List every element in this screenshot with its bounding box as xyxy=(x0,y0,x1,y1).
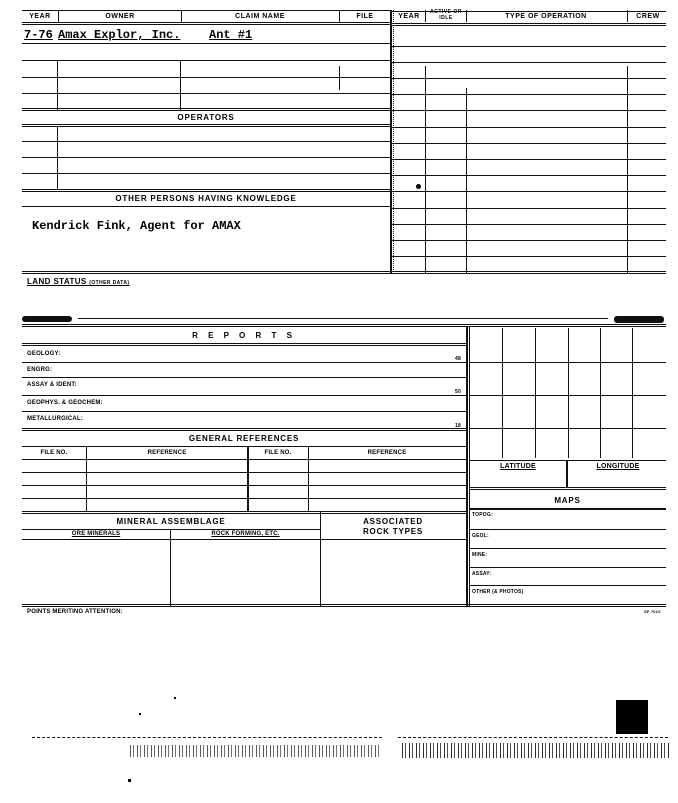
grid-line xyxy=(600,328,601,458)
divider xyxy=(57,126,58,190)
divider xyxy=(466,10,467,22)
maps-title: MAPS xyxy=(554,496,581,505)
grid-line xyxy=(469,428,666,429)
ink-block xyxy=(616,700,648,734)
divider xyxy=(339,66,340,90)
ink-smudge xyxy=(614,316,664,323)
divider xyxy=(22,529,320,530)
maps-geol-label: GEOL: xyxy=(472,533,489,539)
header-type-of-operation: TYPE OF OPERATION xyxy=(505,13,587,20)
divider xyxy=(22,10,390,11)
operators-title: OPERATORS xyxy=(177,113,235,122)
row-line xyxy=(22,377,466,378)
divider xyxy=(392,23,666,26)
row-line xyxy=(22,395,466,396)
ink-dot xyxy=(416,184,421,189)
ink-speck xyxy=(139,713,141,715)
divider xyxy=(22,539,320,540)
divider xyxy=(170,529,171,606)
row-line xyxy=(392,62,666,63)
ownership-owner: Amax Explor, Inc. xyxy=(58,28,181,42)
latitude-label: LATITUDE xyxy=(500,463,536,470)
row-line xyxy=(22,43,390,44)
report-assay-code: 50 xyxy=(455,389,461,395)
divider xyxy=(86,446,87,511)
row-line xyxy=(392,46,666,47)
divider xyxy=(57,60,58,110)
divider xyxy=(390,10,392,274)
divider xyxy=(627,66,628,274)
row-line xyxy=(22,173,390,174)
divider xyxy=(22,22,390,25)
divider xyxy=(393,10,394,274)
other-persons-entry: Kendrick Fink, Agent for AMAX xyxy=(32,219,241,233)
divider xyxy=(469,487,666,490)
report-geology-code: 48 xyxy=(455,356,461,362)
maps-topog-label: TOPOG: xyxy=(472,512,493,518)
row-line xyxy=(469,529,666,530)
maps-assay-label: ASSAY: xyxy=(472,571,492,577)
associated-rock-types-line1: ASSOCIATED xyxy=(363,517,423,526)
row-line xyxy=(392,159,666,160)
divider xyxy=(22,324,666,327)
grid-line xyxy=(535,328,536,458)
divider xyxy=(22,124,390,127)
ore-minerals-label: ORE MINERALS xyxy=(71,531,121,537)
divider xyxy=(466,326,468,606)
divider xyxy=(339,10,340,22)
divider xyxy=(22,446,466,447)
row-line xyxy=(469,567,666,568)
divider xyxy=(22,343,466,346)
row-line xyxy=(392,78,666,79)
ink-speck xyxy=(174,697,176,699)
row-line xyxy=(392,127,666,128)
divider xyxy=(247,446,249,511)
col-file-no-1: FILE NO. xyxy=(40,450,68,456)
grid-line xyxy=(469,362,666,363)
divider xyxy=(466,88,467,274)
header-ops-year: YEAR xyxy=(398,13,420,20)
header-active-or-idle: ACTIVE OR IDLE xyxy=(430,9,462,21)
row-line xyxy=(469,585,666,586)
points-meriting-attention-label: POINTS MERITING ATTENTION: xyxy=(27,609,123,615)
row-line xyxy=(392,240,666,241)
grid-line xyxy=(568,328,569,458)
ownership-claim-name: Ant #1 xyxy=(209,28,253,42)
report-engrg-label: ENGRG: xyxy=(27,367,53,373)
reports-title: R E P O R T S xyxy=(192,331,296,340)
divider xyxy=(22,108,390,111)
grid-line xyxy=(502,328,503,458)
row-line xyxy=(22,498,466,499)
row-line xyxy=(392,208,666,209)
report-metallurgical-label: METALLURGICAL: xyxy=(27,416,84,422)
scan-noise-band xyxy=(402,743,670,758)
col-reference-2: REFERENCE xyxy=(367,450,407,456)
row-line xyxy=(22,459,466,460)
row-line xyxy=(22,411,466,412)
divider xyxy=(22,206,390,207)
other-persons-title: OTHER PERSONS HAVING KNOWLEDGE xyxy=(115,194,297,203)
land-status-label xyxy=(27,277,129,286)
divider xyxy=(308,446,309,511)
row-line xyxy=(392,175,666,176)
header-crew: CREW xyxy=(636,13,660,20)
associated-rock-types-title xyxy=(320,517,466,537)
ink-smudge xyxy=(22,316,72,322)
row-line xyxy=(392,110,666,111)
row-line xyxy=(22,77,390,78)
divider xyxy=(180,60,181,110)
row-line xyxy=(22,141,390,142)
land-status-subtitle: (OTHER DATA) xyxy=(89,280,130,286)
row-line xyxy=(22,157,390,158)
row-line xyxy=(392,143,666,144)
col-file-no-2: FILE NO. xyxy=(264,450,292,456)
report-metallurgical-code: 18 xyxy=(455,423,461,429)
general-references-title: GENERAL REFERENCES xyxy=(188,434,300,443)
row-line xyxy=(22,60,390,61)
divider xyxy=(22,428,466,431)
divider xyxy=(22,271,666,274)
row-line xyxy=(392,191,666,192)
rock-forming-label: ROCK FORMING, ETC. xyxy=(211,531,280,537)
row-line xyxy=(392,94,666,95)
header-file: FILE xyxy=(356,13,374,20)
row-line xyxy=(22,362,466,363)
divider xyxy=(320,539,466,540)
ink-speck xyxy=(128,779,131,782)
mineral-assemblage-title: MINERAL ASSEMBLAGE xyxy=(116,517,226,526)
header-claim-name: CLAIM NAME xyxy=(235,13,285,20)
header-owner: OWNER xyxy=(105,13,135,20)
maps-mine-label: MINE: xyxy=(472,552,488,558)
col-reference-1: REFERENCE xyxy=(147,450,187,456)
divider xyxy=(181,10,182,22)
report-geology-label: GEOLOGY: xyxy=(27,351,61,357)
row-line xyxy=(22,472,466,473)
divider xyxy=(627,10,628,22)
divider xyxy=(58,10,59,22)
row-line xyxy=(392,224,666,225)
divider xyxy=(566,460,568,488)
maps-other-label: OTHER (& PHOTOS) xyxy=(472,589,524,595)
form-number: SF 7019 xyxy=(644,609,661,614)
grid-line xyxy=(632,328,633,458)
scan-line xyxy=(398,737,668,738)
longitude-label: LONGITUDE xyxy=(596,463,640,470)
scan-noise-band xyxy=(130,745,380,757)
row-line xyxy=(469,548,666,549)
associated-rock-types-line2: ROCK TYPES xyxy=(362,527,423,536)
divider xyxy=(22,511,466,514)
scan-line xyxy=(32,737,382,738)
report-assay-label: ASSAY & IDENT: xyxy=(27,382,77,388)
divider xyxy=(469,508,666,510)
row-line xyxy=(22,93,390,94)
ownership-year: 7-76 xyxy=(24,28,53,42)
divider xyxy=(22,604,666,607)
row-line xyxy=(22,485,466,486)
header-year: YEAR xyxy=(29,13,51,20)
divider xyxy=(425,66,426,274)
land-status-title: LAND STATUS xyxy=(27,277,87,286)
divider xyxy=(22,189,390,192)
divider xyxy=(78,318,608,319)
report-geophys-label: GEOPHYS. & GEOCHEM: xyxy=(27,400,103,406)
grid-line xyxy=(469,395,666,396)
row-line xyxy=(392,256,666,257)
divider xyxy=(425,10,426,22)
